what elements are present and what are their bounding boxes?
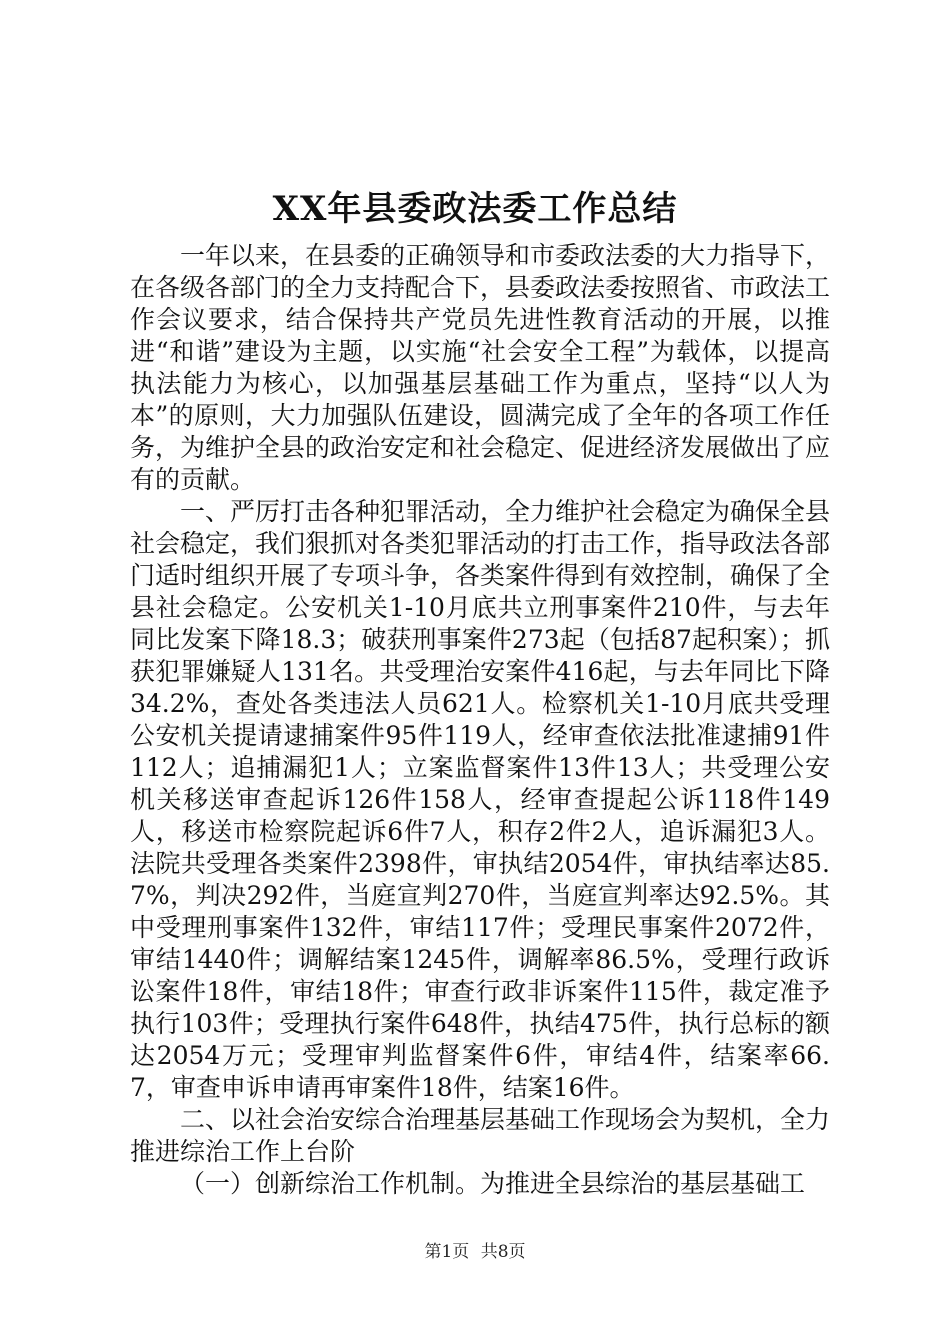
section-two-heading: 二、以社会治安综合治理基层基础工作现场会为契机，全力推进综治工作上台阶 bbox=[130, 1105, 831, 1166]
document-title: XX年县委政法委工作总结 bbox=[272, 189, 678, 229]
section-one-paragraph: 一、严厉打击各种犯罪活动，全力维护社会稳定为确保全县社会稳定，我们狠抓对各类犯罪活动的打击工作，指导政法各部门适时组织开展了专项斗争，各类案件得到有效控制，确保了全县社会稳定。公安机关1-10月底共立刑事案件210件，与去年同比发案下降18.3；破获刑事案件273起（包括87起积案）；抓获犯罪嫌疑人131名。共受理治安案件416起，与去年同比下降34.2%，查处各类违法人员621人。检察机关1-10月底共受理公安机关提请逮捕案件95件119人，经审查依法批准逮捕91件112人；追捕漏犯1人；立案监督案件13件13人；共受理公安机关移送审查起诉126件158人，经审查提起公诉118件149人，移送市检察院起诉6件7人，积存2件2人，追诉漏犯3人。法院共受理各类案件2398件，审执结2054件，审执结率达85.7%，判决292件，当庭宣判270件，当庭宣判率达92.5%。其中受理刑事案件132件，审结117件；受理民事案件2072件，审结1440件；调解结案1245件，调解率86.5%，受理行政诉讼案件18件，审结18件；审查行政非诉案件115件，裁定准予执行103件；受理执行案件648件，执结475件，执行总标的额达2054万元；受理审判监督案件6件，审结4件，结案率66.7，审查申诉申请再审案件18件，结案16件。 bbox=[130, 497, 831, 1102]
intro-paragraph: 一年以来，在县委的正确领导和市委政法委的大力指导下，在各级各部门的全力支持配合下，县委政法委按照省、市政法工作会议要求，结合保持共产党员先进性教育活动的开展，以推进“和谐”建设为主题，以实施“社会安全工程”为载体，以提高执法能力为核心，以加强基层基础工作为重点，坚持“以人为本”的原则，大力加强队伍建设，圆满完成了全年的各项工作任务，为维护全县的政治安定和社会稳定、促进经济发展做出了应有的贡献。 bbox=[130, 241, 831, 494]
page-total: 共8页 bbox=[480, 1242, 526, 1262]
document-body bbox=[130, 240, 830, 1200]
page-footer bbox=[0, 1240, 950, 1264]
subsection-one-paragraph: （一）创新综治工作机制。为推进全县综治的基层基础工 bbox=[180, 1169, 806, 1198]
page-number: 第1页 bbox=[424, 1242, 470, 1262]
